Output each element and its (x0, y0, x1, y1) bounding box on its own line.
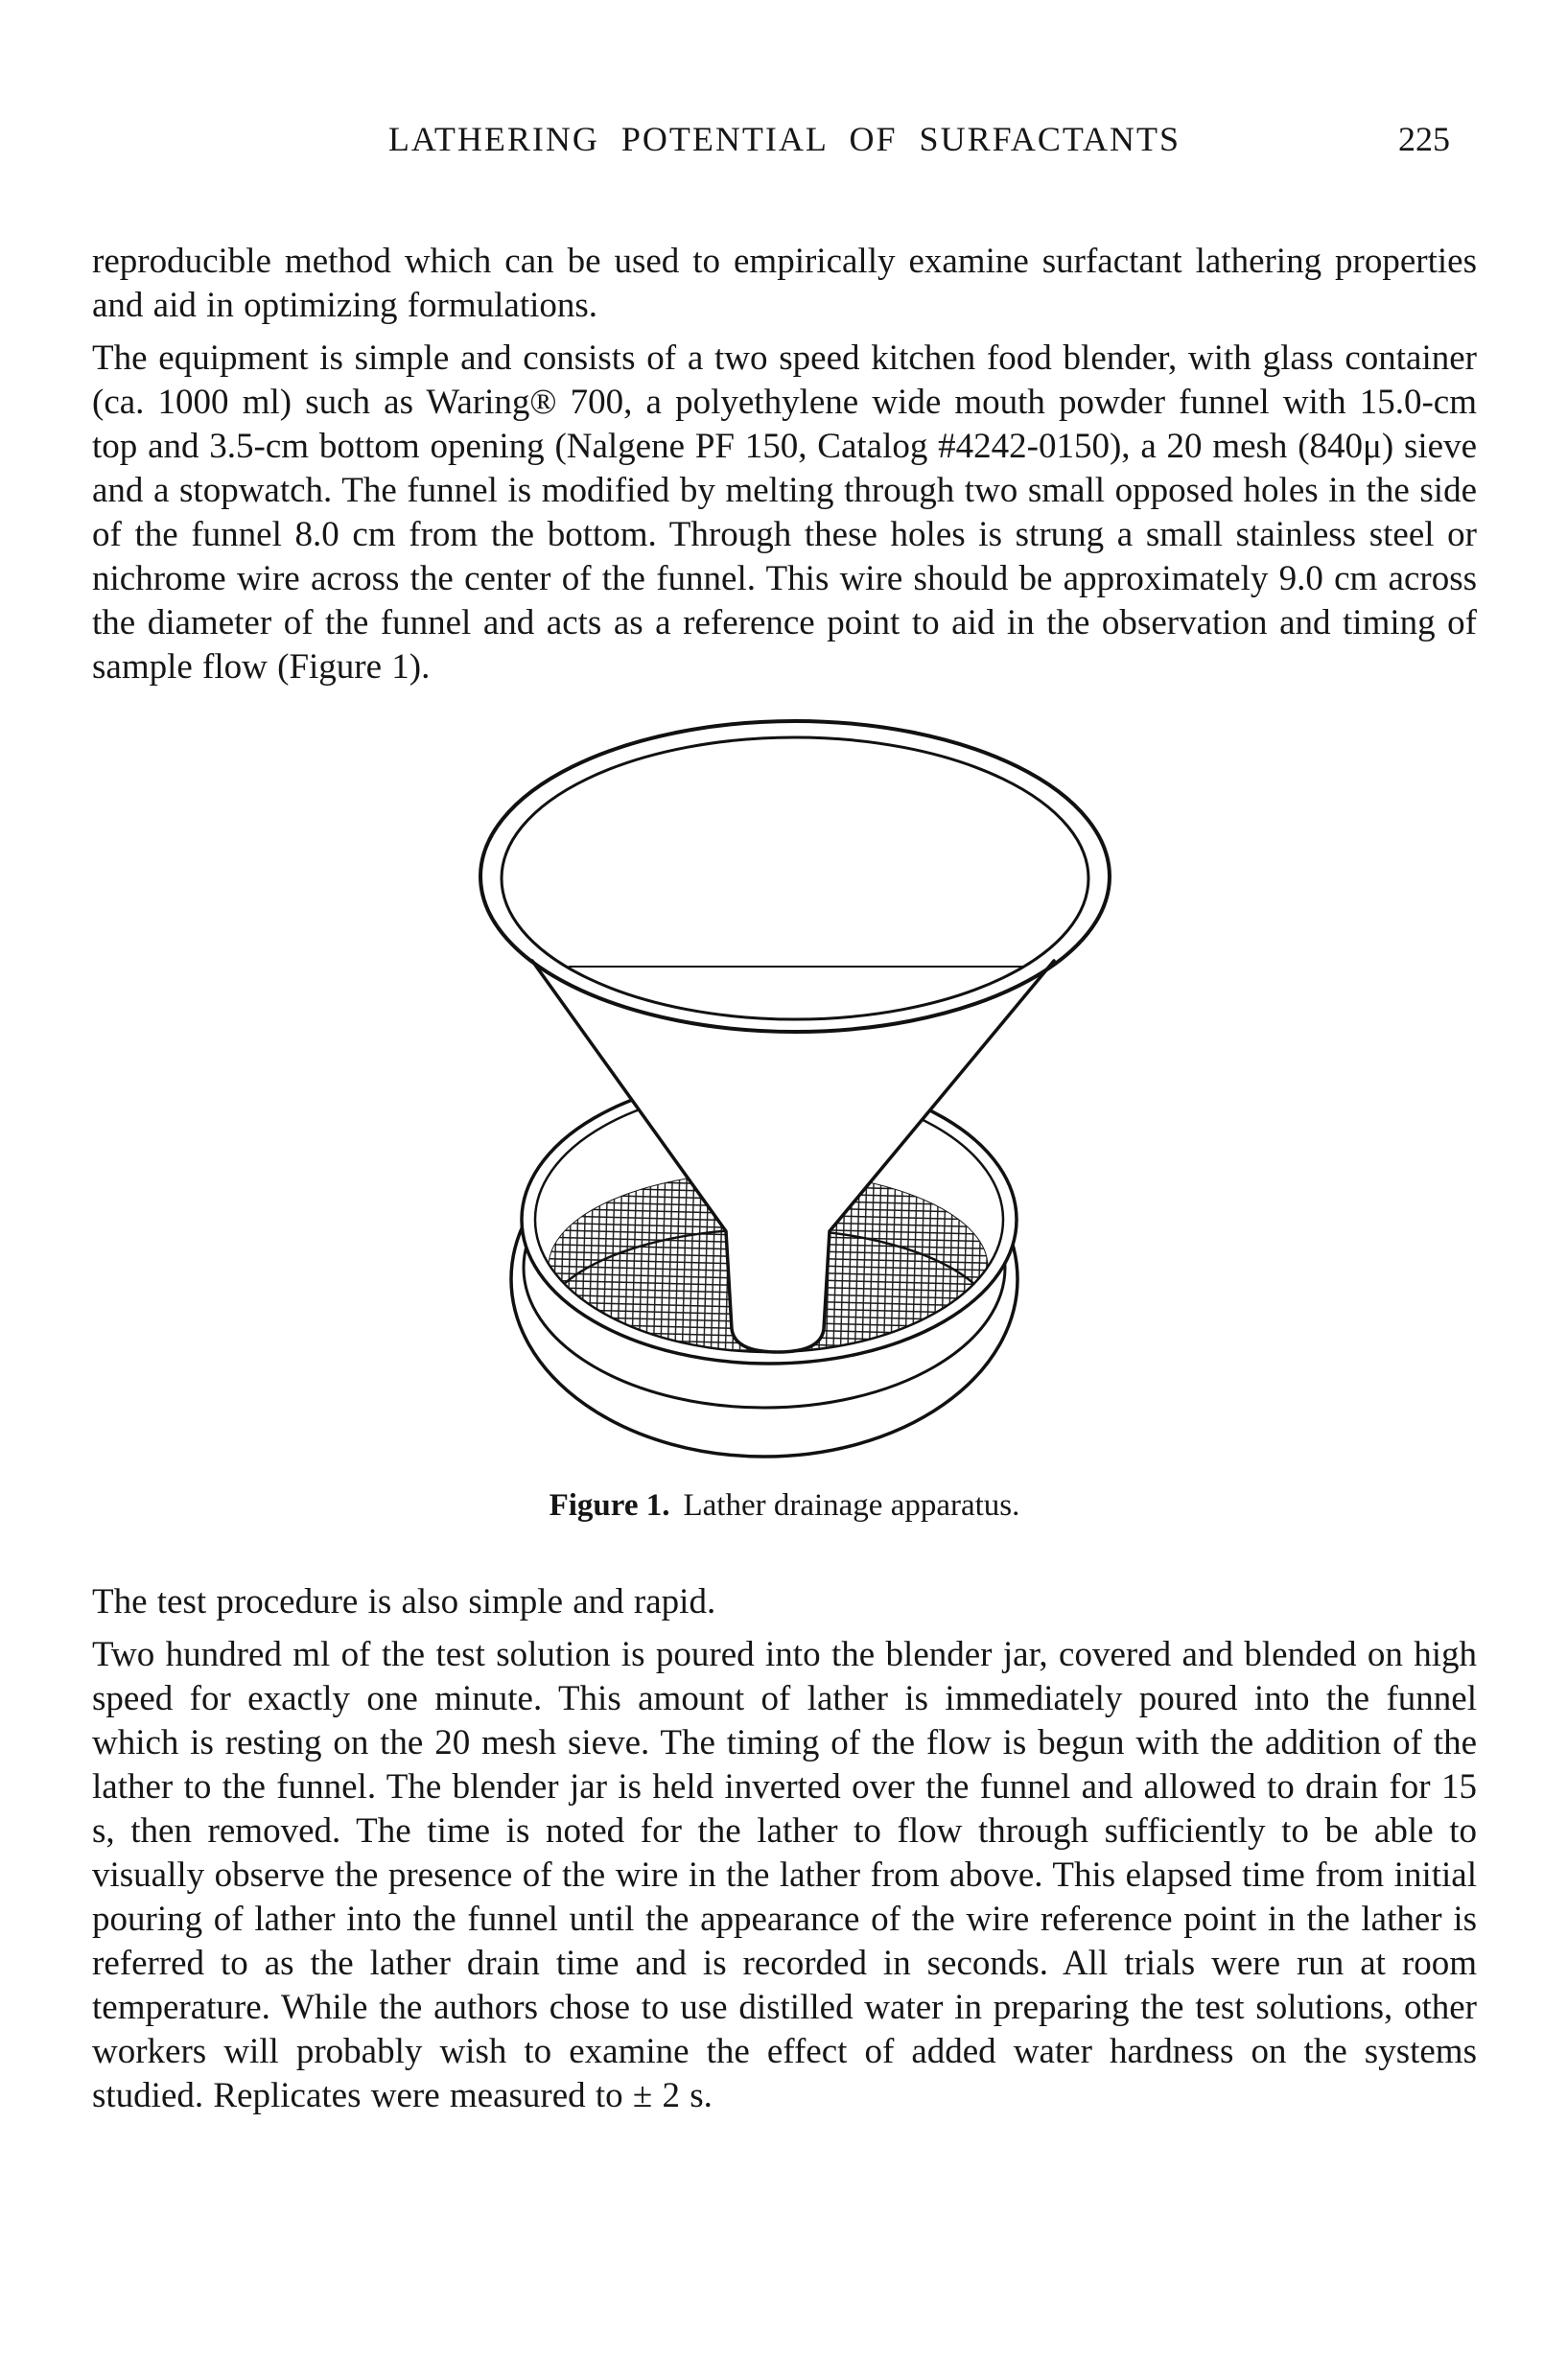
running-head: LATHERING POTENTIAL OF SURFACTANTS (387, 120, 1181, 158)
figure-caption-label: Figure 1. (549, 1488, 670, 1523)
paragraph: reproducible method which can be used to empirically examine surfactant lathering properties and aid in optimizing formulations. (92, 242, 1477, 325)
text-block (92, 240, 1477, 2118)
page-number: 225 (1398, 120, 1450, 158)
paragraph: The test procedure is also simple and rapid. (92, 1582, 716, 1622)
figure-caption-text: Lather drainage apparatus. (683, 1488, 1020, 1523)
funnel-rim-outer (480, 721, 1110, 1032)
paragraph: Two hundred ml of the test solution is poured into the blender jar, covered and blended on high speed for exactly one minute. This amount of lather is immediately poured into the funnel which is resting on the 20 mesh sieve. The timing of the flow is begun with the addition of the lather to the funnel. The blender jar is held inverted over the funnel and allowed to drain for 15 s, then removed. The time is noted for the lather to flow through sufficiently to be able to visually observe the presence of the wire in the lather from above. This elapsed time from initial pouring of lather into the funnel until the appearance of the wire reference point in the lather is referred to as the lather drain time and is recorded in seconds. All trials were run at room temperature. While the authors chose to use distilled water in preparing the test solutions, other workers will probably wish to examine the effect of added water hardness on the systems studied. Replicates were measured to ± 2 s. (92, 1635, 1477, 2115)
figure-caption (92, 1485, 1477, 1526)
paragraph: The equipment is simple and consists of a two speed kitchen food blender, with glass container (ca. 1000 ml) such as Waring® 700, a polyethylene wide mouth powder funnel with 15.0-cm top and 3.5-cm bottom opening (Nalgene PF 150, Catalog #4242-0150), a 20 mesh (840μ) sieve and a stopwatch. The funnel is modified by melting through two small opposed holes in the side of the funnel 8.0 cm from the bottom. Through these holes is strung a small stainless steel or nichrome wire across the center of the funnel. This wire should be approximately 9.0 cm across the diameter of the funnel and acts as a reference point to aid in the observation and timing of sample flow (Figure 1). (92, 338, 1477, 687)
figure-1 (92, 713, 1477, 1526)
lather-drainage-apparatus-drawing (465, 713, 1136, 1471)
